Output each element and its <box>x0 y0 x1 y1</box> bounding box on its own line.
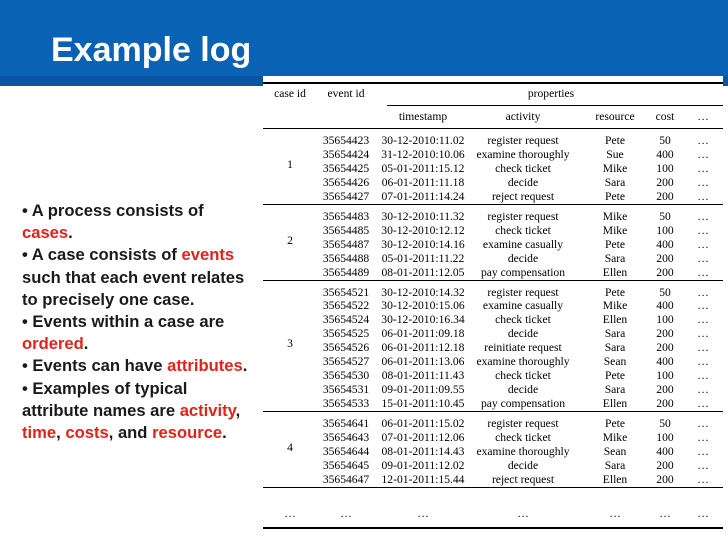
cost-cell: 100 <box>656 369 674 383</box>
header-more: … <box>697 110 709 123</box>
timestamp-cell: 08-01-2011:11.43 <box>381 369 465 383</box>
cost-cell: 200 <box>656 383 674 397</box>
header-properties: properties <box>527 87 575 100</box>
resource-cell: Mike <box>602 209 628 223</box>
more-cell: … <box>697 313 709 327</box>
resource-cell: Ellen <box>602 472 628 486</box>
table-row <box>263 341 723 355</box>
more-cell: … <box>697 161 709 175</box>
activity-cell: reinitiate request <box>484 341 562 355</box>
resource-cell: Mike <box>602 223 628 237</box>
event-id-cell: 35654521 <box>322 285 370 299</box>
table-row <box>263 445 723 459</box>
cost-cell: 200 <box>656 458 674 472</box>
activity-cell: examine thoroughly <box>476 147 570 161</box>
timestamp-cell: 06-01-2011:15.02 <box>381 417 465 431</box>
more-cell: … <box>697 147 709 161</box>
bullet-text: , and <box>108 423 153 443</box>
header-bottom-rule <box>263 128 723 129</box>
resource-cell: Pete <box>605 237 625 251</box>
resource-cell: Pete <box>605 369 625 383</box>
resource-cell: Pete <box>605 189 625 203</box>
timestamp-cell: 30-12-2010:11.02 <box>381 134 465 147</box>
timestamp-cell: 06-01-2011:13.06 <box>381 355 465 369</box>
ellipsis-cell: … <box>284 506 296 520</box>
activity-cell: check ticket <box>495 161 551 175</box>
event-id-cell: 35654525 <box>322 327 370 341</box>
bullet-item <box>22 355 254 377</box>
table-row <box>263 252 723 266</box>
ellipsis-cell: … <box>659 506 671 520</box>
timestamp-cell: 08-01-2011:14.43 <box>381 444 465 458</box>
ellipsis-cell: … <box>417 506 429 520</box>
case-id-cell: 1 <box>287 157 293 171</box>
timestamp-cell: 08-01-2011:12.05 <box>381 265 465 279</box>
table-row <box>263 397 723 411</box>
table-row <box>263 431 723 445</box>
bullet-item <box>22 200 254 244</box>
bullet-list <box>22 200 254 444</box>
cost-cell: 200 <box>656 472 674 486</box>
event-id-cell: 35654488 <box>322 251 370 265</box>
highlighted-term: activity <box>179 400 236 420</box>
more-cell: … <box>697 189 709 203</box>
activity-cell: reject request <box>491 189 555 203</box>
timestamp-cell: 06-01-2011:12.18 <box>381 341 465 355</box>
more-cell: … <box>697 327 709 341</box>
more-cell: … <box>697 265 709 279</box>
more-cell: … <box>697 134 709 147</box>
bullet-text: . <box>68 223 73 243</box>
header-timestamp: timestamp <box>398 110 448 123</box>
table-row <box>263 383 723 397</box>
event-id-cell: 35654530 <box>322 369 370 383</box>
more-cell: … <box>697 223 709 237</box>
timestamp-cell: 09-01-2011:09.55 <box>381 383 465 397</box>
resource-cell: Sean <box>603 444 627 458</box>
table-row <box>263 238 723 252</box>
more-cell: … <box>697 299 709 313</box>
event-id-cell: 35654485 <box>322 223 370 237</box>
activity-cell: examine casually <box>482 299 564 313</box>
resource-cell: Sara <box>604 458 626 472</box>
case-separator-rule <box>263 204 723 205</box>
header-resource: resource <box>595 110 635 123</box>
event-id-cell: 35654527 <box>322 355 370 369</box>
resource-cell: Sara <box>604 383 626 397</box>
event-id-cell: 35654644 <box>322 444 370 458</box>
activity-cell: decide <box>507 327 539 341</box>
timestamp-cell: 30-12-2010:16.34 <box>381 313 465 327</box>
highlighted-term: resource <box>152 423 223 443</box>
event-log-table <box>263 76 723 538</box>
table-row <box>263 327 723 341</box>
activity-cell: examine thoroughly <box>476 355 570 369</box>
activity-cell: register request <box>487 134 559 147</box>
case-id-cell: 4 <box>287 440 293 454</box>
activity-cell: decide <box>507 458 539 472</box>
event-id-cell: 35654424 <box>322 147 370 161</box>
timestamp-cell: 07-01-2011:14.24 <box>381 189 465 203</box>
timestamp-cell: 06-01-2011:09.18 <box>381 327 465 341</box>
resource-cell: Pete <box>605 134 625 147</box>
table-row <box>263 299 723 313</box>
ellipsis-row <box>263 507 723 521</box>
timestamp-cell: 30-12-2010:14.32 <box>381 285 465 299</box>
more-cell: … <box>697 444 709 458</box>
activity-cell: decide <box>507 251 539 265</box>
resource-cell: Mike <box>602 161 628 175</box>
more-cell: … <box>697 383 709 397</box>
event-id-cell: 35654533 <box>322 397 370 411</box>
timestamp-cell: 30-12-2010:11.32 <box>381 209 465 223</box>
activity-cell: check ticket <box>495 223 551 237</box>
resource-cell: Pete <box>605 417 625 431</box>
properties-rule <box>387 105 723 106</box>
timestamp-cell: 05-01-2011:11.22 <box>381 251 465 265</box>
case-id-cell: 2 <box>287 233 293 247</box>
table-row <box>263 266 723 280</box>
resource-cell: Ellen <box>602 397 628 411</box>
table-row <box>263 176 723 190</box>
cost-cell: 50 <box>659 417 671 431</box>
timestamp-cell: 30-12-2010:12.12 <box>381 223 465 237</box>
event-id-cell: 35654489 <box>322 265 370 279</box>
event-id-cell: 35654522 <box>322 299 370 313</box>
resource-cell: Sara <box>604 175 626 189</box>
table-top-rule <box>263 82 723 84</box>
more-cell: … <box>697 355 709 369</box>
activity-cell: check ticket <box>495 431 551 444</box>
cost-cell: 50 <box>659 134 671 147</box>
cost-cell: 100 <box>656 431 674 444</box>
resource-cell: Sara <box>604 251 626 265</box>
bullet-text: , <box>56 423 66 443</box>
cost-cell: 200 <box>656 265 674 279</box>
resource-cell: Sara <box>604 327 626 341</box>
activity-cell: pay compensation <box>480 397 566 411</box>
table-row <box>263 417 723 431</box>
bullet-text: such that each event relates to precisely one case. <box>22 267 245 309</box>
timestamp-cell: 30-12-2010:14.16 <box>381 237 465 251</box>
highlighted-term: attributes <box>167 356 243 376</box>
cost-cell: 200 <box>656 175 674 189</box>
table-row <box>263 459 723 473</box>
more-cell: … <box>697 209 709 223</box>
resource-cell: Sara <box>604 341 626 355</box>
activity-cell: register request <box>487 285 559 299</box>
resource-cell: Ellen <box>602 313 628 327</box>
header-case-id: case id <box>274 87 306 100</box>
more-cell: … <box>697 472 709 486</box>
timestamp-cell: 06-01-2011:11.18 <box>381 175 465 189</box>
timestamp-cell: 30-12-2010:15.06 <box>381 299 465 313</box>
table-row <box>263 148 723 162</box>
table-row <box>263 473 723 487</box>
event-id-cell: 35654423 <box>322 134 370 147</box>
cost-cell: 100 <box>656 161 674 175</box>
event-id-cell: 35654643 <box>322 431 370 444</box>
table-row <box>263 313 723 327</box>
table-row <box>263 224 723 238</box>
timestamp-cell: 09-01-2011:12.02 <box>381 458 465 472</box>
timestamp-cell: 31-12-2010:10.06 <box>381 147 465 161</box>
event-id-cell: 35654487 <box>322 237 370 251</box>
resource-cell: Sean <box>603 355 627 369</box>
slide-title: Example log <box>51 31 252 69</box>
table-row <box>263 162 723 176</box>
more-cell: … <box>697 458 709 472</box>
event-id-cell: 35654524 <box>322 313 370 327</box>
cost-cell: 400 <box>656 444 674 458</box>
bullet-text: . <box>222 423 227 443</box>
activity-cell: decide <box>507 175 539 189</box>
resource-cell: Mike <box>602 431 628 444</box>
case-separator-rule <box>263 487 723 488</box>
more-cell: … <box>697 341 709 355</box>
activity-cell: register request <box>487 209 559 223</box>
activity-cell: check ticket <box>495 369 551 383</box>
more-cell: … <box>697 397 709 411</box>
ellipsis-cell: … <box>517 506 529 520</box>
bullet-item <box>22 311 254 355</box>
table-row <box>263 210 723 224</box>
more-cell: … <box>697 251 709 265</box>
header-cost: cost <box>655 110 675 123</box>
activity-cell: examine thoroughly <box>476 444 570 458</box>
more-cell: … <box>697 431 709 444</box>
cost-cell: 200 <box>656 341 674 355</box>
bullet-text: • A case consists of <box>22 245 182 265</box>
bullet-text: • Examples of typical attribute names are <box>22 378 188 420</box>
cost-cell: 100 <box>656 223 674 237</box>
bullet-text: . <box>83 334 89 354</box>
table-bottom-rule <box>263 527 723 529</box>
case-id-cell: 3 <box>287 337 293 351</box>
table-row <box>263 369 723 383</box>
highlighted-term: costs <box>65 423 109 443</box>
table-row <box>263 355 723 369</box>
resource-cell: Mike <box>602 299 628 313</box>
cost-cell: 50 <box>659 209 671 223</box>
activity-cell: examine casually <box>482 237 564 251</box>
resource-cell: Sue <box>606 147 624 161</box>
highlighted-term: cases <box>22 223 69 243</box>
header-event-id: event id <box>327 87 365 100</box>
header-activity: activity <box>505 110 541 123</box>
table-row <box>263 190 723 204</box>
bullet-text: , <box>235 400 241 420</box>
cost-cell: 400 <box>656 299 674 313</box>
ellipsis-cell: … <box>609 506 621 520</box>
activity-cell: register request <box>487 417 559 431</box>
activity-cell: check ticket <box>495 313 551 327</box>
more-cell: … <box>697 369 709 383</box>
highlighted-term: time <box>22 423 57 443</box>
cost-cell: 50 <box>659 285 671 299</box>
cost-cell: 400 <box>656 237 674 251</box>
event-id-cell: 35654425 <box>322 161 370 175</box>
event-id-cell: 35654531 <box>322 383 370 397</box>
timestamp-cell: 15-01-2011:10.45 <box>381 397 465 411</box>
more-cell: … <box>697 417 709 431</box>
ellipsis-cell: … <box>697 506 709 520</box>
cost-cell: 400 <box>656 147 674 161</box>
bullet-text: • Events within a case are <box>22 312 225 332</box>
highlighted-term: events <box>181 245 235 265</box>
timestamp-cell: 05-01-2011:15.12 <box>381 161 465 175</box>
activity-cell: reject request <box>491 472 555 486</box>
event-id-cell: 35654641 <box>322 417 370 431</box>
cost-cell: 200 <box>656 189 674 203</box>
more-cell: … <box>697 285 709 299</box>
bullet-text: • A process consists of <box>22 201 204 220</box>
cost-cell: 100 <box>656 313 674 327</box>
event-id-cell: 35654483 <box>322 209 370 223</box>
activity-cell: decide <box>507 383 539 397</box>
timestamp-cell: 12-01-2011:15.44 <box>381 472 465 486</box>
cost-cell: 200 <box>656 327 674 341</box>
event-id-cell: 35654427 <box>322 189 370 203</box>
bullet-text: . <box>242 356 248 376</box>
bullet-item <box>22 378 254 445</box>
bullet-item <box>22 244 254 311</box>
resource-cell: Pete <box>605 285 625 299</box>
highlighted-term: ordered <box>22 334 84 354</box>
bullet-text: • Events can have <box>22 356 168 376</box>
event-id-cell: 35654645 <box>322 458 370 472</box>
event-id-cell: 35654526 <box>322 341 370 355</box>
cost-cell: 200 <box>656 397 674 411</box>
more-cell: … <box>697 237 709 251</box>
cost-cell: 400 <box>656 355 674 369</box>
ellipsis-cell: … <box>340 506 352 520</box>
activity-cell: pay compensation <box>480 265 566 279</box>
timestamp-cell: 07-01-2011:12.06 <box>381 431 465 444</box>
case-separator-rule <box>263 411 723 412</box>
event-id-cell: 35654647 <box>322 472 370 486</box>
resource-cell: Ellen <box>602 265 628 279</box>
event-id-cell: 35654426 <box>322 175 370 189</box>
cost-cell: 200 <box>656 251 674 265</box>
case-separator-rule <box>263 280 723 281</box>
more-cell: … <box>697 175 709 189</box>
table-row <box>263 286 723 300</box>
table-row <box>263 134 723 148</box>
